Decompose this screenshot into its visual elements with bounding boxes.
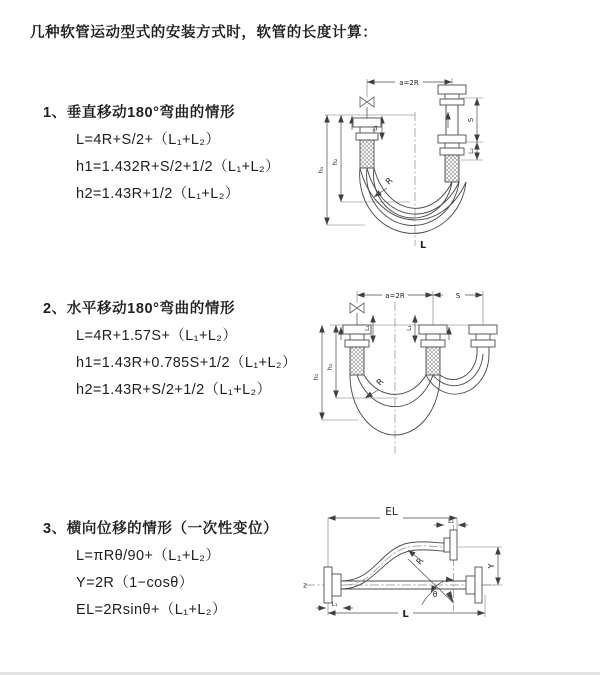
formula-length: L=πRθ/90+（L₁+L₂）: [76, 548, 221, 564]
section-horizontal-movement: [43, 296, 297, 404]
formula-h2: h2=1.43R+1/2（L₁+L₂）: [76, 186, 240, 202]
valve-icon: [360, 97, 374, 107]
valve-icon: [350, 303, 364, 313]
flange: [438, 85, 466, 94]
label-fitting: L₁: [364, 325, 371, 331]
section-vertical-movement: [43, 100, 280, 208]
label-fitting-left: L₁: [372, 125, 379, 131]
braided-hose-section: [350, 347, 364, 375]
section-2-heading: 2、水平移动180°弯曲的情形: [43, 301, 236, 317]
flange: [444, 538, 450, 552]
formula-h2: h2=1.43R+S/2+1/2（L₁+L₂）: [76, 382, 272, 398]
label-radius: R: [374, 376, 387, 389]
diagram-vertical-180-bend: [315, 70, 585, 255]
formula-length: L=4R+S/2+（L₁+L₂）: [76, 132, 221, 148]
diagram-horizontal-180-bend: [310, 282, 600, 462]
formula-length: L=4R+1.57S+（L₁+L₂）: [76, 328, 238, 344]
label-fitting-right: L₂: [468, 148, 475, 154]
flange: [419, 325, 447, 334]
label-length: L: [419, 240, 427, 251]
label-radius: R: [383, 175, 396, 188]
label-stroke: S: [467, 117, 475, 123]
flange: [469, 325, 497, 334]
flange: [466, 576, 475, 594]
label-length: L: [402, 609, 409, 620]
label-h1: h₁: [312, 373, 320, 381]
braided-hose-section: [360, 140, 374, 168]
section-1-heading: 1、垂直移动180°弯曲的情形: [43, 105, 236, 121]
braided-hose-section: [445, 155, 459, 182]
label-offset-y: Y: [487, 563, 496, 569]
formula-h1: h1=1.43R+0.785S+1/2（L₁+L₂）: [76, 355, 297, 371]
label-fitting: L₁: [406, 325, 413, 331]
label-h2: h₂: [326, 363, 334, 371]
label-el: EL: [385, 506, 398, 518]
diagram-lateral-displacement: [300, 495, 600, 670]
braided-hose-section: [426, 347, 440, 375]
label-top-width: a=2R: [399, 79, 419, 87]
section-3-heading: 3、横向位移的情形（一次性变位）: [43, 521, 279, 537]
page-title: 几种软管运动型式的安装方式时，软管的长度计算：: [30, 25, 378, 41]
flange: [324, 567, 332, 603]
section-lateral-displacement: [43, 516, 278, 624]
label-top-width: a=2R: [385, 292, 405, 300]
formula-y: Y=2R（1−cosθ）: [76, 575, 194, 591]
label-fitting-right: L₂: [448, 518, 454, 525]
label-angle-theta: θ: [432, 590, 438, 599]
label-radius: R: [414, 556, 427, 568]
label-stroke: S: [455, 292, 461, 300]
formula-el: EL=2Rsinθ+（L₁+L₂）: [76, 602, 227, 618]
s-curve-hose: [341, 542, 444, 581]
label-fitting-left: L₁: [331, 601, 338, 608]
label-centerline-mark: z: [303, 581, 307, 590]
label-h1: h₁: [317, 166, 325, 174]
formula-h1: h1=1.432R+S/2+1/2（L₁+L₂）: [76, 159, 280, 175]
label-h2: h₂: [331, 158, 339, 166]
